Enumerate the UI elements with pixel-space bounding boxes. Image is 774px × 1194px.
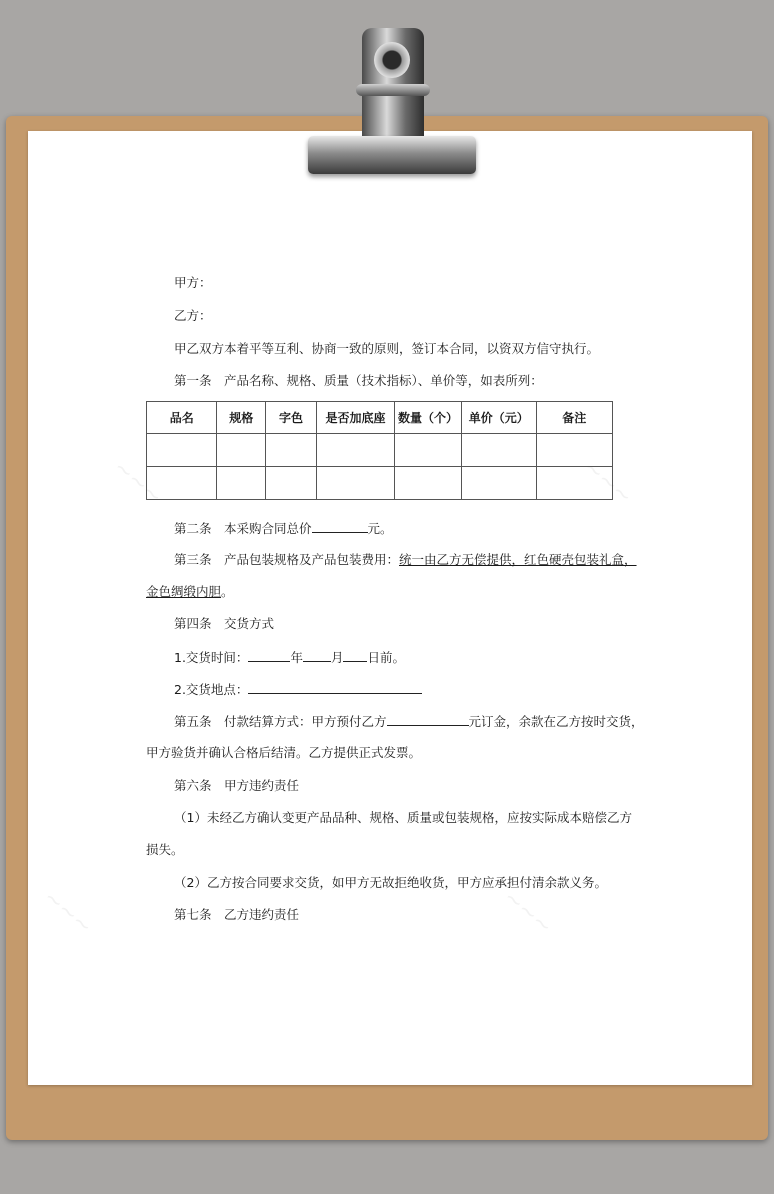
table-cell bbox=[266, 434, 317, 467]
watermark-mark: ~~~ bbox=[108, 455, 167, 510]
table-cell bbox=[217, 434, 266, 467]
table-header-cell: 数量（个） bbox=[395, 402, 462, 434]
article-3-text: 第三条 产品包装规格及产品包装费用： bbox=[174, 552, 400, 567]
table-cell bbox=[266, 467, 317, 500]
table-cell bbox=[536, 467, 612, 500]
article-3-line-2 bbox=[146, 582, 234, 600]
article-2-text: 第二条 本采购合同总价 bbox=[174, 521, 312, 536]
delivery-place-label: 2.交货地点： bbox=[174, 682, 249, 697]
table-row bbox=[147, 434, 613, 467]
party-a-line: 甲方： bbox=[174, 275, 212, 290]
article-1: 第一条 产品名称、规格、质量（技术指标）、单价等，如表所列： bbox=[174, 373, 543, 388]
watermark-mark: ~~~ bbox=[498, 885, 557, 940]
contract-paper bbox=[28, 131, 752, 1085]
table-header-cell: 品名 bbox=[147, 402, 217, 434]
table-row bbox=[147, 467, 613, 500]
article-3-line-2-text: 金色绸缎内胆 bbox=[146, 584, 222, 599]
binder-clip bbox=[308, 136, 476, 174]
table-cell bbox=[395, 467, 462, 500]
article-4: 第四条 交货方式 bbox=[174, 616, 275, 631]
article-6-clause-1-line-2: 损失。 bbox=[146, 842, 184, 857]
delivery-time bbox=[146, 647, 405, 666]
party-b-line: 乙方： bbox=[174, 308, 212, 323]
table-cell bbox=[147, 434, 217, 467]
day-label: 日前。 bbox=[367, 650, 405, 665]
clip-roll bbox=[356, 84, 430, 96]
table-header-cell: 单价（元） bbox=[461, 402, 536, 434]
month-label: 月 bbox=[330, 650, 344, 665]
delivery-time-label: 1.交货时间： bbox=[174, 650, 249, 665]
total-price-blank bbox=[312, 518, 368, 533]
article-3-underlined: 统一由乙方无偿提供，红色硬壳包装礼盒， bbox=[399, 552, 637, 567]
table-cell bbox=[316, 467, 394, 500]
article-3 bbox=[146, 550, 637, 568]
article-3-line-2-end: 。 bbox=[221, 584, 234, 599]
delivery-place bbox=[146, 679, 422, 698]
product-spec-table bbox=[146, 401, 613, 500]
article-2-suffix: 元。 bbox=[367, 521, 393, 536]
deposit-blank bbox=[387, 711, 469, 726]
table-header-row bbox=[147, 402, 613, 434]
article-5-suffix: 元订金，余款在乙方按时交货， bbox=[468, 714, 644, 729]
table-cell bbox=[461, 467, 536, 500]
article-7: 第七条 乙方违约责任 bbox=[174, 907, 300, 922]
year-label: 年 bbox=[290, 650, 303, 665]
table-cell bbox=[316, 434, 394, 467]
article-5-text: 第五条 付款结算方式：甲方预付乙方 bbox=[174, 714, 387, 729]
year-blank bbox=[248, 647, 290, 662]
table-header-cell: 规格 bbox=[217, 402, 266, 434]
table-header-cell: 备注 bbox=[536, 402, 612, 434]
article-5 bbox=[146, 711, 644, 730]
watermark-mark: ~~~ bbox=[578, 455, 637, 510]
table-header-cell: 是否加底座 bbox=[316, 402, 394, 434]
article-2 bbox=[146, 518, 393, 537]
article-6-clause-2: （2）乙方按合同要求交货，如甲方无故拒绝收货，甲方应承担付清余款义务。 bbox=[174, 875, 607, 890]
table-header-cell: 字色 bbox=[266, 402, 317, 434]
clip-ring bbox=[374, 42, 410, 78]
preamble: 甲乙双方本着平等互利、协商一致的原则，签订本合同，以资双方信守执行。 bbox=[174, 341, 600, 356]
article-6-clause-1: （1）未经乙方确认变更产品品种、规格、质量或包装规格，应按实际成本赔偿乙方 bbox=[174, 810, 632, 825]
table-cell bbox=[536, 434, 612, 467]
table-cell bbox=[395, 434, 462, 467]
table-cell bbox=[147, 467, 217, 500]
article-6: 第六条 甲方违约责任 bbox=[174, 778, 300, 793]
month-blank bbox=[303, 647, 331, 662]
table-cell bbox=[217, 467, 266, 500]
watermark-mark: ~~~ bbox=[38, 885, 97, 940]
table-cell bbox=[461, 434, 536, 467]
day-blank bbox=[343, 647, 367, 662]
delivery-place-blank bbox=[248, 679, 422, 694]
article-5-line-2: 甲方验货并确认合格后结清。乙方提供正式发票。 bbox=[146, 745, 422, 760]
